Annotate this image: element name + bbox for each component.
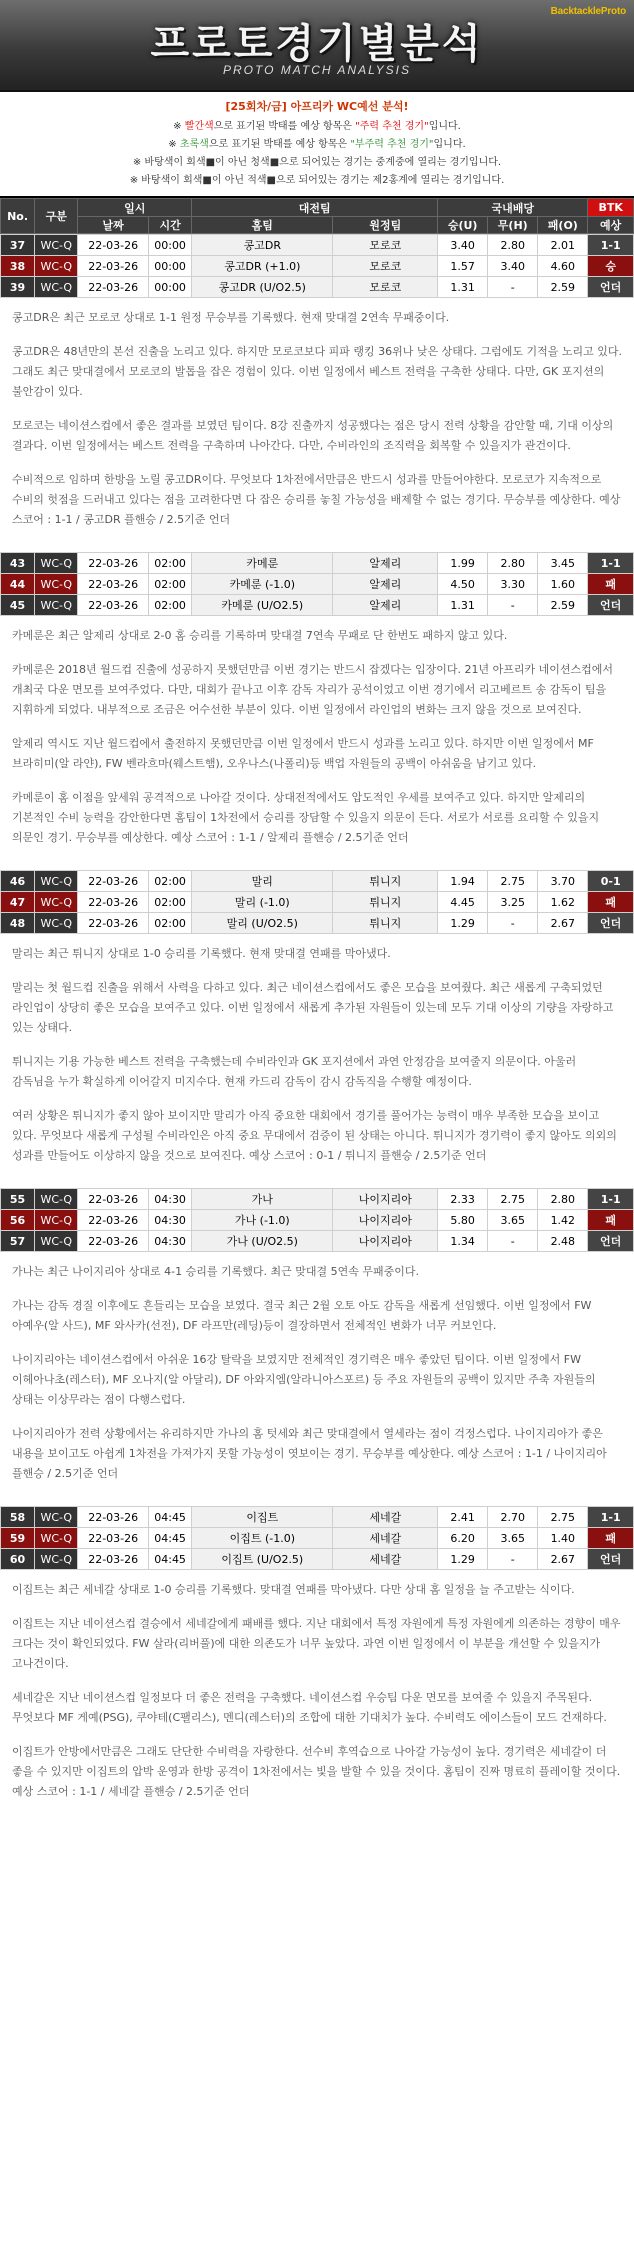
header-time: 시간 — [148, 217, 191, 234]
table-row[interactable] — [1, 913, 634, 934]
table-row[interactable] — [1, 256, 634, 277]
game-time: 00:00 — [148, 256, 191, 277]
analysis-paragraph: 콩고DR은 48년만의 본선 진출을 노리고 있다. 하지만 모로코보다 피파 랭킹 36위나 낮은 상태다. 그럼에도 기적을 노리고 있다. 그래도 최근 맞대결에서 모로코의 발톱을 잡은 경험이 있다. 이번 일정에서 베스트 전력을 구축한 상태다. 다만, GK 포지션의 불안감이 있다. — [12, 345, 622, 398]
odds-lose: 2.80 — [538, 1189, 588, 1210]
analysis-paragraph: 말리는 최근 튀니지 상대로 1-0 승리를 기록했다. 현재 맞대결 연패를 막아냈다. — [12, 947, 391, 960]
game-date: 22-03-26 — [78, 595, 149, 616]
analysis-text — [0, 1570, 634, 1824]
game-time: 02:00 — [148, 892, 191, 913]
analysis-paragraph: 여러 상황은 튀니지가 좋지 않아 보이지만 말리가 아직 중요한 대회에서 경기를 풀어가는 능력이 매우 부족한 모습을 보이고 있다. 무엇보다 새롭게 구성될 수비라인은 아직 중요 무대에서 검증이 된 상태는 아니다. 튀니지가 경기력이 좋지 않아도 의외의 성과를 만들어도 이상하지 않을 것으로 보여진다. 예상 스코어 : 0-1 / 튀니지 플핸승 / 2.5기준 언더 — [12, 1109, 617, 1162]
away-team: 세네갈 — [333, 1507, 438, 1528]
odds-draw: 3.30 — [488, 574, 538, 595]
home-team: 콩고DR — [192, 235, 333, 256]
table-row[interactable] — [1, 1231, 634, 1252]
analysis-paragraph: 이집트가 안방에서만큼은 그래도 단단한 수비력을 자랑한다. 선수비 후역습으로 나아갈 가능성이 높다. 경기력은 세네갈이 더 좋을 수 있지만 이집트의 압박 운영과 한방 공격이 1차전에서는 빛을 발할 수 있을 것이다. 홈팀이 진짜 명료히 플레이할 것이다. 예상 스코어 : 1-1 / 세네갈 플핸승 / 2.5기준 언더 — [12, 1745, 621, 1798]
game-date: 22-03-26 — [78, 1528, 149, 1549]
header-category: 구분 — [35, 199, 78, 234]
odds-win: 1.31 — [438, 277, 488, 298]
legend-color-word: 빨간색 — [184, 121, 214, 132]
analysis-paragraph: 카메룬이 홈 이점을 앞세워 공격적으로 나아갈 것이다. 상대전적에서도 압도적인 우세를 보여주고 있다. 하지만 알제리의 기본적인 수비 능력을 감안한다면 홈팀이 1차전에서 승리를 장담할 수 있을지 의문이 든다. 서로가 서로를 요리할 수 있을지 의문인 경기. 무승부를 예상한다. 예상 스코어 : 1-1 / 알제리 플핸승 / 2.5기준 언더 — [12, 791, 600, 844]
header-matchup: 대전팀 — [192, 199, 438, 217]
game-time: 04:45 — [148, 1549, 191, 1570]
home-team: 이집트 (-1.0) — [192, 1528, 333, 1549]
game-category: WC-Q — [35, 277, 78, 298]
odds-lose: 2.67 — [538, 913, 588, 934]
game-time: 00:00 — [148, 235, 191, 256]
home-team: 말리 (-1.0) — [192, 892, 333, 913]
game-time: 02:00 — [148, 553, 191, 574]
game-date: 22-03-26 — [78, 1189, 149, 1210]
table-row[interactable] — [1, 235, 634, 256]
analysis-paragraph: 말리는 첫 월드컵 진출을 위해서 사력을 다하고 있다. 최근 네이션스컵에서도 좋은 모습을 보여줬다. 최근 새롭게 구축되었던 라인업이 상당히 좋은 모습을 보여주고 있다. 이번 일정에서 새롭게 추가된 자원들이 있는데 모두 기대 이상의 기량을 자랑하고 있는 상태다. — [12, 981, 614, 1034]
game-time: 02:00 — [148, 913, 191, 934]
analysis-paragraph: 가나는 최근 나이지리아 상대로 4-1 승리를 기록했다. 최근 맞대결 5연속 무패중이다. — [12, 1265, 419, 1278]
btk-pick: 승 — [588, 256, 634, 277]
table-row[interactable] — [1, 595, 634, 616]
analysis-text — [0, 1252, 634, 1506]
away-team: 모로코 — [333, 277, 438, 298]
legend-color-word: 초록색 — [179, 139, 209, 150]
home-team: 가나 (-1.0) — [192, 1210, 333, 1231]
game-date: 22-03-26 — [78, 1231, 149, 1252]
legend-line: ※ 바탕색이 회색■이 아닌 적색■으로 되어있는 경기는 제2홍계에 열리는 경기입니다. — [129, 175, 505, 186]
legend-prefix: ※ — [168, 139, 180, 150]
game-number: 57 — [1, 1231, 35, 1252]
odds-draw: - — [488, 1549, 538, 1570]
table-row[interactable] — [1, 553, 634, 574]
home-team: 이집트 (U/O2.5) — [192, 1549, 333, 1570]
game-number: 39 — [1, 277, 35, 298]
match-table — [0, 1506, 634, 1570]
analysis-paragraph: 카메룬은 최근 알제리 상대로 2-0 홈 승리를 기록하며 맞대결 7연속 무패로 단 한번도 패하지 않고 있다. — [12, 629, 508, 642]
game-number: 48 — [1, 913, 35, 934]
match-table — [0, 234, 634, 298]
analysis-text — [0, 934, 634, 1188]
legend-suffix: 입니다. — [433, 139, 466, 150]
odds-win: 2.41 — [438, 1507, 488, 1528]
odds-win: 1.31 — [438, 595, 488, 616]
home-team: 카메룬 (-1.0) — [192, 574, 333, 595]
btk-pick: 패 — [588, 1528, 634, 1549]
odds-draw: 3.40 — [488, 256, 538, 277]
odds-lose: 1.42 — [538, 1210, 588, 1231]
odds-lose: 2.48 — [538, 1231, 588, 1252]
odds-lose: 1.60 — [538, 574, 588, 595]
header-no: No. — [1, 199, 35, 234]
header-schedule: 일시 — [78, 199, 192, 217]
odds-draw: 2.75 — [488, 871, 538, 892]
odds-win: 1.94 — [438, 871, 488, 892]
legend-mid: 으로 표기된 박태를 예상 항목은 — [213, 121, 356, 132]
odds-lose: 2.67 — [538, 1549, 588, 1570]
away-team: 알제리 — [333, 553, 438, 574]
btk-pick: 0-1 — [588, 871, 634, 892]
home-team: 가나 — [192, 1189, 333, 1210]
analysis-paragraph: 카메룬은 2018년 월드컵 진출에 성공하지 못했던만큼 이번 경기는 반드시 잡겠다는 입장이다. 21년 아프리카 네이션스컵에서 개최국 다운 면모를 보여주었다. 다만, 대회가 끝나고 이후 감독 자리가 공석이었고 이번 경기에서 리고베르트 송 감독이 팀을 지휘하게 되었다. 내부적으로 조금은 어수선한 부분이 있다. 이번 일정에서 라인업의 변화는 크지 않을 것으로 보여진다. — [12, 663, 613, 716]
away-team: 나이지리아 — [333, 1189, 438, 1210]
header-win: 승(U) — [438, 217, 488, 234]
analysis-paragraph: 이집트는 최근 세네갈 상대로 1-0 승리를 기록했다. 맞대결 연패를 막아냈다. 다만 상대 홈 일정을 늘 주고받는 식이다. — [12, 1583, 575, 1596]
odds-draw: 2.80 — [488, 553, 538, 574]
odds-win: 1.34 — [438, 1231, 488, 1252]
table-row[interactable] — [1, 892, 634, 913]
btk-pick: 1-1 — [588, 1507, 634, 1528]
game-number: 37 — [1, 235, 35, 256]
away-team: 튀니지 — [333, 892, 438, 913]
game-category: WC-Q — [35, 1210, 78, 1231]
game-date: 22-03-26 — [78, 1549, 149, 1570]
odds-draw: - — [488, 595, 538, 616]
away-team: 알제리 — [333, 595, 438, 616]
banner-title: 프로토경기별분석 — [150, 21, 484, 67]
game-number: 45 — [1, 595, 35, 616]
game-number: 44 — [1, 574, 35, 595]
game-number: 46 — [1, 871, 35, 892]
btk-pick: 1-1 — [588, 1189, 634, 1210]
game-category: WC-Q — [35, 913, 78, 934]
away-team: 알제리 — [333, 574, 438, 595]
home-team: 말리 (U/O2.5) — [192, 913, 333, 934]
legend-prefix: ※ — [173, 121, 185, 132]
analysis-paragraph: 나이지리아가 전력 상황에서는 유리하지만 가나의 홈 텃세와 최근 맞대결에서 열세라는 점이 걱정스럽다. 나이지리아가 좋은 내용을 보이고도 아쉽게 1차전을 가져가지 못할 가능성이 엿보이는 경기. 무승부를 예상한다. 예상 스코어 : 1-1 / 나이지리아 플핸승 / 2.5기준 언더 — [12, 1427, 607, 1480]
banner — [0, 0, 634, 92]
match-table — [0, 1188, 634, 1252]
match-section — [0, 234, 634, 552]
game-category: WC-Q — [35, 574, 78, 595]
table-row[interactable] — [1, 1528, 634, 1549]
home-team: 카메룬 (U/O2.5) — [192, 595, 333, 616]
game-category: WC-Q — [35, 1231, 78, 1252]
match-section — [0, 1506, 634, 1824]
odds-lose: 2.59 — [538, 277, 588, 298]
header-btk: BTK — [588, 199, 634, 217]
game-category: WC-Q — [35, 1189, 78, 1210]
away-team: 튀니지 — [333, 871, 438, 892]
odds-lose: 4.60 — [538, 256, 588, 277]
odds-draw: - — [488, 913, 538, 934]
table-row[interactable] — [1, 871, 634, 892]
header-away: 원정팀 — [333, 217, 438, 234]
odds-draw: - — [488, 277, 538, 298]
odds-lose: 3.70 — [538, 871, 588, 892]
game-number: 38 — [1, 256, 35, 277]
header-home: 홈팀 — [192, 217, 333, 234]
game-time: 04:30 — [148, 1231, 191, 1252]
btk-pick: 언더 — [588, 913, 634, 934]
away-team: 세네갈 — [333, 1549, 438, 1570]
game-date: 22-03-26 — [78, 871, 149, 892]
analysis-paragraph: 세네갈은 지난 네이션스컵 일정보다 더 좋은 전력을 구축했다. 네이션스컵 우승팀 다운 면모를 보여줄 수 있을지 주목된다. 무엇보다 MF 게예(PSG), 쿠야테(C팰리스), 멘디(레스터)의 조합에 대한 기대치가 높다. 수비력도 에이스들이 모드 건재하다. — [12, 1691, 607, 1724]
header-odds: 국내배당 — [438, 199, 588, 217]
game-category: WC-Q — [35, 256, 78, 277]
analysis-paragraph: 이집트는 지난 네이션스컵 결승에서 세네갈에게 패배를 했다. 지난 대회에서 특정 자원에게 특정 자원에게 의존하는 경향이 매우 크다는 것이 확인되었다. FW 살라(리버풀)에 대한 의존도가 너무 높았다. 과연 이번 일정에서 이 부분을 개선할 수 있을지가 고나건이다. — [12, 1617, 621, 1670]
btk-pick: 언더 — [588, 1549, 634, 1570]
home-team: 콩고DR (+1.0) — [192, 256, 333, 277]
game-time: 04:30 — [148, 1189, 191, 1210]
game-category: WC-Q — [35, 595, 78, 616]
legend-mid: 으로 표기된 박태를 예상 항목은 — [208, 139, 351, 150]
legend-line — [0, 136, 634, 154]
legend-suffix: 입니다. — [428, 121, 461, 132]
game-number: 55 — [1, 1189, 35, 1210]
brand-logo[interactable]: BacktackleProto — [550, 6, 626, 17]
analysis-paragraph: 콩고DR은 최근 모로코 상대로 1-1 원정 무승부를 기록했다. 현재 맞대결 2연속 무패중이다. — [12, 311, 450, 324]
analysis-text — [0, 616, 634, 870]
away-team: 튀니지 — [333, 913, 438, 934]
odds-draw: 2.80 — [488, 235, 538, 256]
table-row[interactable] — [1, 1507, 634, 1528]
game-date: 22-03-26 — [78, 235, 149, 256]
game-number: 43 — [1, 553, 35, 574]
analysis-paragraph: 나이지리아는 네이션스컵에서 아쉬운 16강 탈락을 보였지만 전체적인 경기력은 매우 좋았던 팀이다. 이번 일정에서 FW 이헤아나초(레스터), MF 오나지(알 아달리), DF 아와지엠(알라니아스포르) 등 주요 자원들의 공백이 있지만 주축 자원들의 상태는 이상무라는 점이 다행스럽다. — [12, 1353, 596, 1406]
game-category: WC-Q — [35, 1549, 78, 1570]
analysis-paragraph: 가나는 감독 경질 이후에도 흔들리는 모습을 보였다. 결국 최근 2월 오토 아도 감독을 새롭게 선임했다. 이번 일정에서 FW 아예우(알 사드), MF 와사카(선전), DF 라프만(레딩)등이 결장하면서 전체적인 변화가 너무 커보인다. — [12, 1299, 592, 1332]
game-number: 56 — [1, 1210, 35, 1231]
game-date: 22-03-26 — [78, 892, 149, 913]
match-section — [0, 552, 634, 870]
game-category: WC-Q — [35, 553, 78, 574]
away-team: 나이지리아 — [333, 1231, 438, 1252]
home-team: 가나 (U/O2.5) — [192, 1231, 333, 1252]
game-number: 58 — [1, 1507, 35, 1528]
analysis-paragraph: 모로코는 네이션스컵에서 좋은 결과를 보였던 팀이다. 8강 진출까지 성공했다는 점은 당시 전력 상황을 감안할 때, 기대 이상의 결과다. 이번 일정에서는 베스트 전력을 구축하며 나아간다. 다만, 수비라인의 조직력을 회복할 수 있을지가 관건이다. — [12, 419, 614, 452]
game-date: 22-03-26 — [78, 1507, 149, 1528]
game-time: 00:00 — [148, 277, 191, 298]
match-table — [0, 870, 634, 934]
away-team: 나이지리아 — [333, 1210, 438, 1231]
btk-pick: 패 — [588, 892, 634, 913]
odds-lose: 1.62 — [538, 892, 588, 913]
header-lose: 패(O) — [538, 217, 588, 234]
home-team: 콩고DR (U/O2.5) — [192, 277, 333, 298]
odds-lose: 1.40 — [538, 1528, 588, 1549]
game-time: 02:00 — [148, 871, 191, 892]
game-date: 22-03-26 — [78, 1210, 149, 1231]
btk-pick: 1-1 — [588, 553, 634, 574]
match-table — [0, 552, 634, 616]
table-row[interactable] — [1, 1210, 634, 1231]
odds-win: 6.20 — [438, 1528, 488, 1549]
game-date: 22-03-26 — [78, 574, 149, 595]
btk-pick: 패 — [588, 1210, 634, 1231]
game-number: 47 — [1, 892, 35, 913]
game-number: 60 — [1, 1549, 35, 1570]
odds-draw: 2.70 — [488, 1507, 538, 1528]
home-team: 카메룬 — [192, 553, 333, 574]
btk-pick: 1-1 — [588, 235, 634, 256]
odds-draw: 3.25 — [488, 892, 538, 913]
game-time: 04:30 — [148, 1210, 191, 1231]
game-date: 22-03-26 — [78, 913, 149, 934]
table-row[interactable] — [1, 574, 634, 595]
game-date: 22-03-26 — [78, 277, 149, 298]
game-time: 02:00 — [148, 595, 191, 616]
odds-win: 1.29 — [438, 1549, 488, 1570]
game-category: WC-Q — [35, 1528, 78, 1549]
game-time: 04:45 — [148, 1507, 191, 1528]
header-row-1 — [1, 199, 634, 217]
analysis-text — [0, 298, 634, 552]
game-date: 22-03-26 — [78, 553, 149, 574]
odds-lose: 2.59 — [538, 595, 588, 616]
odds-table-header — [0, 196, 634, 234]
btk-pick: 언더 — [588, 595, 634, 616]
odds-win: 4.50 — [438, 574, 488, 595]
banner-subtitle: PROTO MATCH ANALYSIS — [222, 63, 412, 77]
btk-pick: 패 — [588, 574, 634, 595]
table-row[interactable] — [1, 277, 634, 298]
odds-win: 1.29 — [438, 913, 488, 934]
match-section — [0, 870, 634, 1188]
analysis-paragraph: 알제리 역시도 지난 월드컵에서 출전하지 못했던만큼 이번 일정에서 반드시 성과를 노리고 있다. 하지만 이번 일정에서 MF 브라히미(알 라얀), FW 벤라흐마(웨스트햄), 오우나스(나폴리)등 백업 자원들의 공백이 아쉬움을 남기고 있다. — [12, 737, 594, 770]
home-team: 말리 — [192, 871, 333, 892]
header-date: 날짜 — [78, 217, 149, 234]
odds-draw: - — [488, 1231, 538, 1252]
game-date: 22-03-26 — [78, 256, 149, 277]
legend-quote: "부주력 추천 경기" — [350, 139, 434, 150]
away-team: 모로코 — [333, 256, 438, 277]
odds-draw: 2.75 — [488, 1189, 538, 1210]
away-team: 세네갈 — [333, 1528, 438, 1549]
game-category: WC-Q — [35, 871, 78, 892]
btk-pick: 언더 — [588, 1231, 634, 1252]
round-title: [25회차/금] 아프리카 WC예선 분석! — [225, 100, 409, 113]
odds-win: 5.80 — [438, 1210, 488, 1231]
legend — [0, 118, 634, 190]
away-team: 모로코 — [333, 235, 438, 256]
game-category: WC-Q — [35, 1507, 78, 1528]
game-number: 59 — [1, 1528, 35, 1549]
game-time: 04:45 — [148, 1528, 191, 1549]
odds-lose: 2.75 — [538, 1507, 588, 1528]
odds-win: 1.57 — [438, 256, 488, 277]
odds-win: 2.33 — [438, 1189, 488, 1210]
odds-lose: 3.45 — [538, 553, 588, 574]
odds-draw: 3.65 — [488, 1528, 538, 1549]
game-category: WC-Q — [35, 235, 78, 256]
home-team: 이집트 — [192, 1507, 333, 1528]
table-row[interactable] — [1, 1189, 634, 1210]
table-row[interactable] — [1, 1549, 634, 1570]
odds-lose: 2.01 — [538, 235, 588, 256]
odds-win: 1.99 — [438, 553, 488, 574]
odds-draw: 3.65 — [488, 1210, 538, 1231]
odds-win: 4.45 — [438, 892, 488, 913]
match-section — [0, 1188, 634, 1506]
btk-pick: 언더 — [588, 277, 634, 298]
content — [0, 196, 634, 1824]
legend-quote: "주력 추천 경기" — [355, 121, 429, 132]
legend-line — [0, 118, 634, 136]
analysis-paragraph: 수비적으로 임하며 한방을 노릴 콩고DR이다. 무엇보다 1차전에서만큼은 반드시 성과를 만들어야한다. 모로코가 지속적으로 수비의 헛점을 드러내고 있다는 점을 고려한다면 다 잡은 승리를 놓칠 가능성을 배제할 수 없는 경기다. 무승부를 예상한다. 예상 스코어 : 1-1 / 콩고DR 플핸승 / 2.5기준 언더 — [12, 473, 621, 526]
analysis-paragraph: 튀니지는 기용 가능한 베스트 전력을 구축했는데 수비라인과 GK 포지션에서 과연 안정감을 보여줄지 의문이다. 아울러 감독님을 누가 확실하게 이어갈지 미지수다. 현재 카드리 감독이 감시 감독직을 수행할 예정이다. — [12, 1055, 577, 1088]
header-row-2 — [1, 217, 634, 234]
header-draw: 무(H) — [488, 217, 538, 234]
game-category: WC-Q — [35, 892, 78, 913]
header-pick: 예상 — [588, 217, 634, 234]
legend-line: ※ 바탕색이 회색■이 아닌 청색■으로 되어있는 경기는 중계중에 열리는 경기입니다. — [132, 157, 502, 168]
game-time: 02:00 — [148, 574, 191, 595]
odds-win: 3.40 — [438, 235, 488, 256]
